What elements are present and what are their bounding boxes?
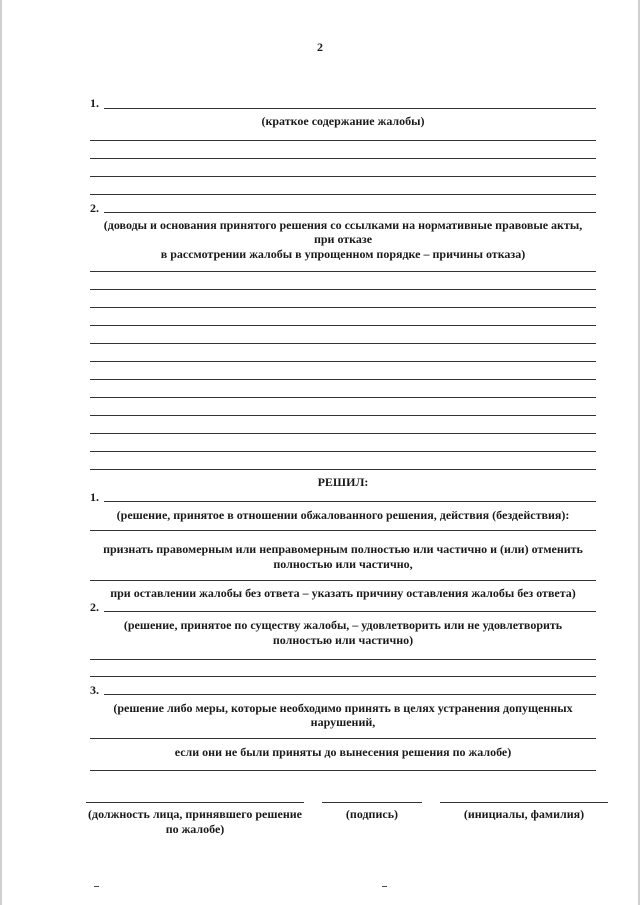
fill-line: [90, 397, 596, 398]
fill-line: [90, 289, 596, 290]
decision-1-caption-line1: (решение, принятое в отношении обжалованного решения, действия (бездействия):: [116, 508, 570, 522]
fill-line: [90, 271, 596, 272]
decision-2-number: 2.: [90, 600, 99, 614]
fill-line: [90, 451, 596, 452]
scan-mark: [382, 886, 387, 887]
fill-line: [90, 469, 596, 470]
position-caption-line1: (должность лица, принявшего решение: [88, 807, 302, 821]
reasons-caption-line1: (доводы и основания принятого решения со ссылками на нормативные правовые акты,: [103, 218, 583, 232]
fill-line: [90, 361, 596, 362]
fill-line: [90, 770, 596, 771]
decision-1-number: 1.: [90, 490, 99, 504]
item-1-number: 1.: [90, 96, 99, 110]
scan-edge-left: [0, 0, 2, 905]
decision-1-caption-line4: при оставлении жалобы без ответа – указать причину оставления жалобы без ответа): [110, 586, 576, 600]
decision-2-caption-line1: (решение, принятое по существу жалобы, – удовлетворить или не удовлетворить: [123, 618, 563, 632]
name-line: [440, 802, 608, 803]
reasons-caption-line2: при отказе: [313, 232, 373, 246]
fill-line: [104, 212, 596, 213]
fill-line: [104, 611, 596, 612]
fill-line: [90, 433, 596, 434]
fill-line: [90, 738, 596, 739]
decision-1-caption-line3: полностью или частично,: [273, 557, 413, 571]
fill-line: [90, 379, 596, 380]
fill-line: [104, 694, 596, 695]
fill-line: [90, 140, 596, 141]
decision-3-number: 3.: [90, 683, 99, 697]
fill-line: [90, 415, 596, 416]
decision-3-caption-line2: нарушений,: [310, 715, 376, 729]
fill-line: [90, 307, 596, 308]
reasons-caption-line3: в рассмотрении жалобы в упрощенном порядке – причины отказа): [160, 247, 526, 261]
name-caption: (инициалы, фамилия): [463, 807, 585, 821]
decision-1-caption-line2: признать правомерным или неправомерным полностью или частично и (или) отменить: [103, 542, 583, 556]
fill-line: [90, 530, 596, 531]
position-caption-line2: по жалобе): [165, 822, 225, 836]
fill-line: [90, 176, 596, 177]
fill-line: [90, 659, 596, 660]
fill-line: [104, 108, 596, 109]
fill-line: [90, 580, 596, 581]
decision-2-caption-line2: полностью или частично): [272, 633, 414, 647]
position-line: [86, 802, 304, 803]
complaint-summary-caption: (краткое содержание жалобы): [261, 114, 425, 128]
fill-line: [104, 501, 596, 502]
fill-line: [90, 194, 596, 195]
decision-3-caption-line1: (решение либо меры, которые необходимо принять в целях устранения допущенных: [113, 701, 573, 715]
item-2-number: 2.: [90, 201, 99, 215]
fill-line: [90, 343, 596, 344]
signature-line: [322, 802, 422, 803]
scan-mark: [94, 886, 99, 887]
fill-line: [90, 325, 596, 326]
fill-line: [90, 676, 596, 677]
signature-caption: (подпись): [345, 807, 399, 821]
decision-3-caption-line3: если они не были приняты до вынесения решения по жалобе): [174, 745, 512, 759]
fill-line: [90, 158, 596, 159]
decision-heading: РЕШИЛ:: [317, 475, 369, 489]
page-number: 2: [317, 40, 323, 54]
